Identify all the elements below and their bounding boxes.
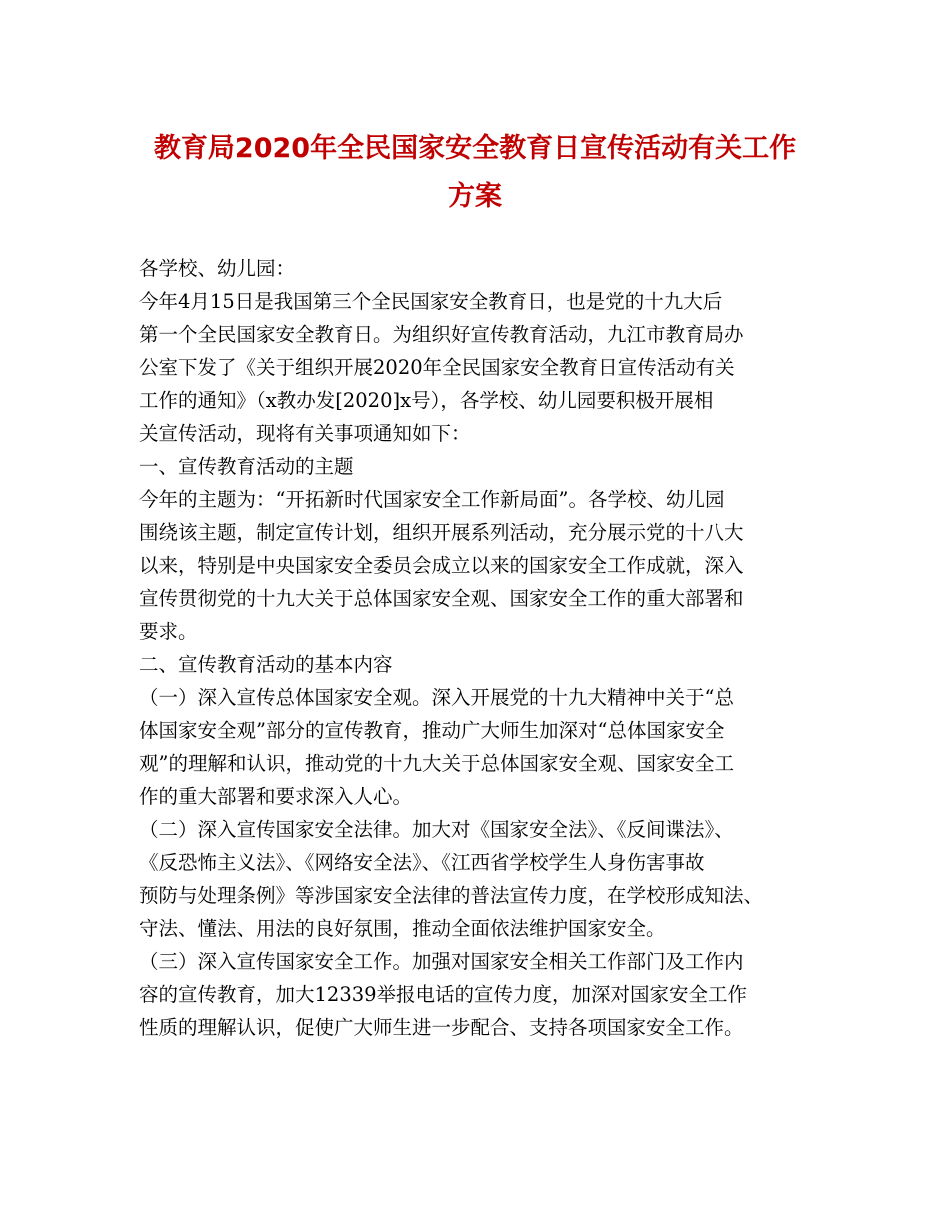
body-line: 《反恐怖主义法》、《网络安全法》、《江西省学校学生人身伤害事故 [139,851,705,874]
body-line: 性质的理解认识，促使广大师生进一步配合、支持各项国家安全工作。 [139,1016,744,1039]
section-heading: 一、宣传教育活动的主题 [139,455,354,478]
document-title-line-2: 方案 [448,181,502,212]
section-heading: 二、宣传教育活动的基本内容 [139,653,393,676]
body-line: 工作的通知》（x教办发[2020]x号），各学校、幼儿园要积极开展相 [139,389,714,412]
body-line: 观”的理解和认识，推动党的十九大关于总体国家安全观、国家安全工 [139,752,734,775]
body-line: 预防与处理条例》等涉国家安全法律的普法宣传力度，在学校形成知法、 [139,884,764,907]
body-line: 要求。 [139,620,198,643]
body-line: 第一个全民国家安全教育日。为组织好宣传教育活动，九江市教育局办 [139,323,744,346]
body-line: 守法、懂法、用法的良好氛围，推动全面依法维护国家安全。 [139,917,666,940]
body-line: 体国家安全观”部分的宣传教育，推动广大师生加深对“总体国家安全 [139,719,725,742]
body-line: 关宣传活动，现将有关事项通知如下： [139,422,471,445]
body-line: 以来，特别是中央国家安全委员会成立以来的国家安全工作成就，深入 [139,554,744,577]
body-line: 宣传贯彻党的十九大关于总体国家安全观、国家安全工作的重大部署和 [139,587,744,610]
body-line: （二）深入宣传国家安全法律。加大对《国家安全法》、《反间谍法》、 [139,818,734,841]
document-title-line-1: 教育局2020年全民国家安全教育日宣传活动有关工作 [153,133,797,164]
body-line: 容的宣传教育，加大12339举报电话的宣传力度，加深对国家安全工作 [139,983,748,1006]
document-body [139,252,829,1044]
salutation: 各学校、幼儿园： [139,257,296,280]
body-line: 围绕该主题，制定宣传计划，组织开展系列活动，充分展示党的十八大 [139,521,744,544]
body-line: （三）深入宣传国家安全工作。加强对国家安全相关工作部门及工作内 [139,950,744,973]
body-line: （一）深入宣传总体国家安全观。深入开展党的十九大精神中关于“总 [139,686,734,709]
body-line: 公室下发了《关于组织开展2020年全民国家安全教育日宣传活动有关 [139,356,735,379]
body-line: 作的重大部署和要求深入人心。 [139,785,413,808]
body-line: 今年4月15日是我国第三个全民国家安全教育日，也是党的十九大后 [139,290,723,313]
body-line: 今年的主题为：“开拓新时代国家安全工作新局面”。各学校、幼儿园 [139,488,725,511]
